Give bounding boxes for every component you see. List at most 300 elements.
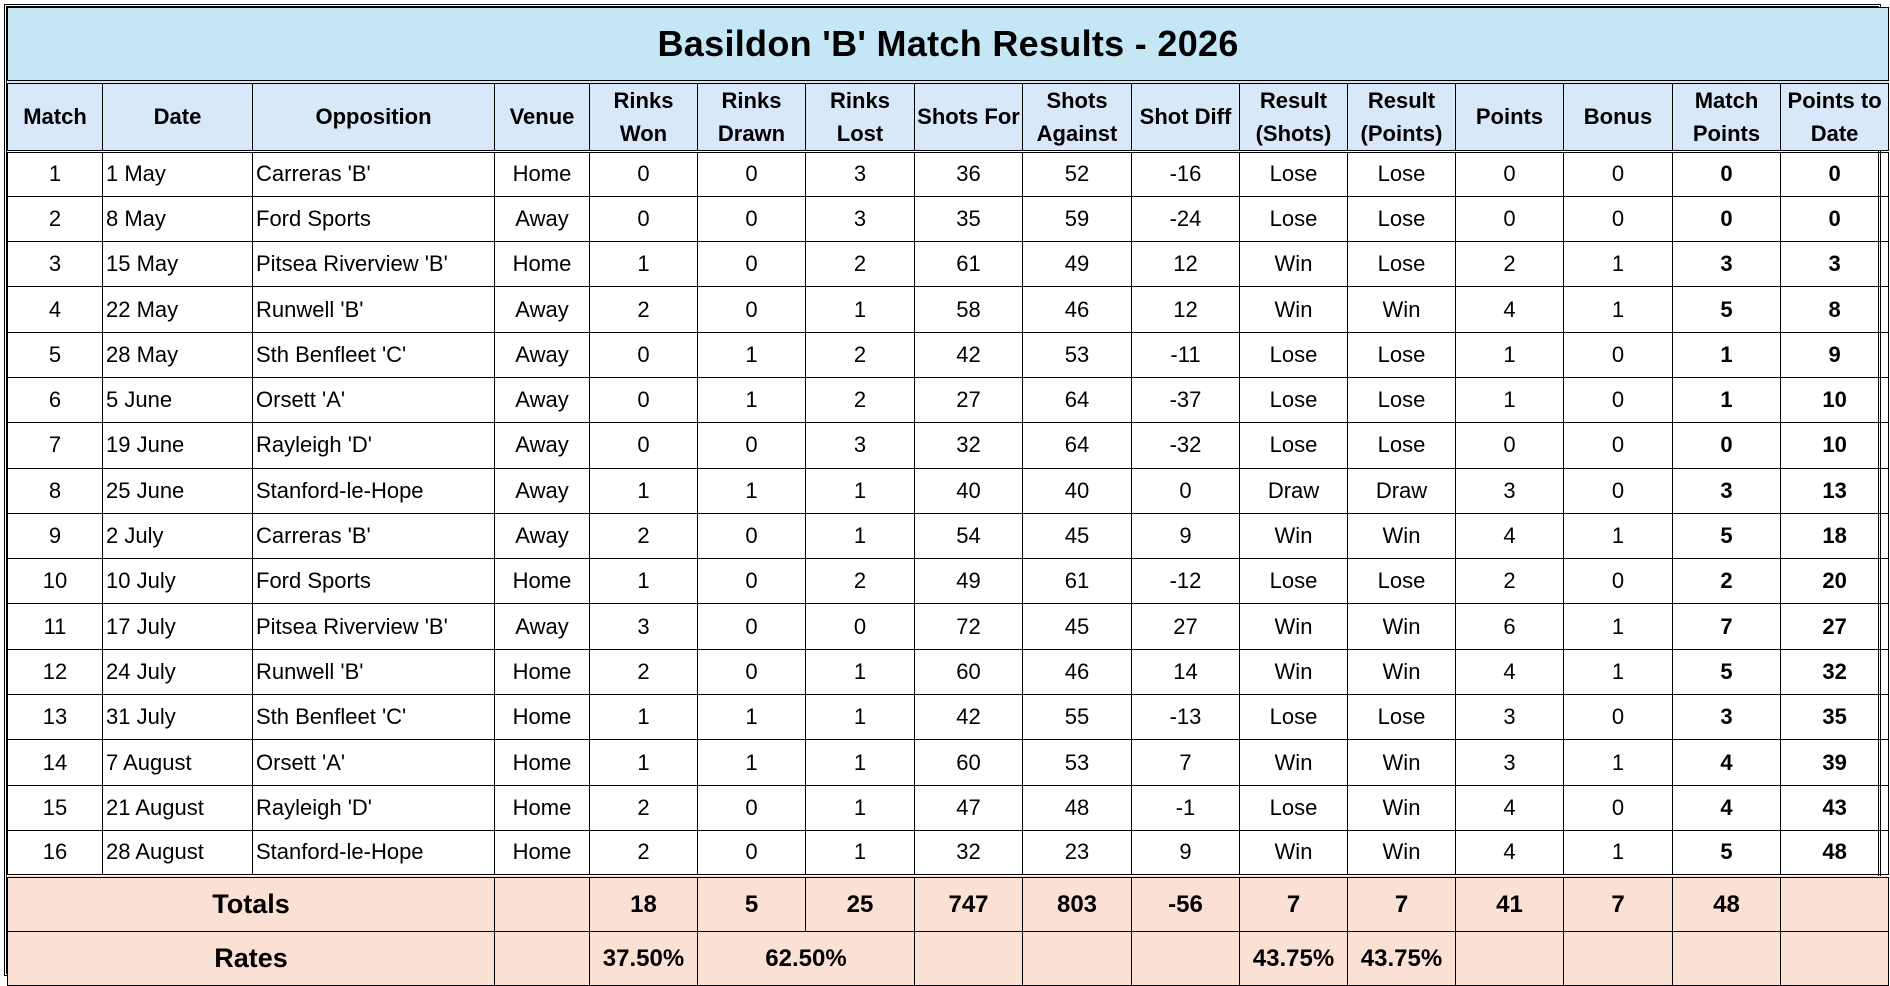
table-row <box>8 513 1889 558</box>
table-row <box>8 830 1889 875</box>
cell-match-points: 1 <box>1673 332 1781 377</box>
cell-bonus: 0 <box>1564 559 1673 604</box>
cell-rinks-drawn: 0 <box>698 785 806 830</box>
cell-match-points: 3 <box>1673 695 1781 740</box>
cell-opposition: Orsett 'A' <box>253 740 495 785</box>
table-row <box>8 740 1889 785</box>
cell-result-points: Lose <box>1348 559 1456 604</box>
header-match-points-line2: Points <box>1692 120 1761 146</box>
cell-date: 21 August <box>103 785 253 830</box>
cell-date: 10 July <box>103 559 253 604</box>
cell-points-to-date: 10 <box>1781 377 1889 422</box>
cell-result-points: Win <box>1348 785 1456 830</box>
cell-rinks-lost: 1 <box>806 785 915 830</box>
cell-points-to-date: 35 <box>1781 695 1889 740</box>
cell-points: 2 <box>1456 242 1564 287</box>
cell-match: 2 <box>8 196 103 241</box>
cell-shots-against: 45 <box>1023 604 1132 649</box>
cell-date: 5 June <box>103 377 253 422</box>
cell-match-points: 1 <box>1673 377 1781 422</box>
cell-rinks-lost: 1 <box>806 287 915 332</box>
cell-shots-for: 61 <box>915 242 1023 287</box>
cell-venue: Away <box>495 468 590 513</box>
header-rinks-won <box>590 82 698 152</box>
cell-venue: Away <box>495 377 590 422</box>
header-rinks-won-line1: Rinks <box>613 87 674 113</box>
cell-rinks-lost: 1 <box>806 468 915 513</box>
cell-result-points: Lose <box>1348 695 1456 740</box>
cell-shots-for: 36 <box>915 151 1023 196</box>
cell-rinks-won: 1 <box>590 740 698 785</box>
table-row <box>8 196 1889 241</box>
rates-venue-empty <box>495 932 590 986</box>
header-points-to-date-line1: Points to <box>1787 87 1882 113</box>
cell-result-shots: Lose <box>1240 196 1348 241</box>
cell-points-to-date: 27 <box>1781 604 1889 649</box>
cell-shots-for: 32 <box>915 423 1023 468</box>
cell-venue: Home <box>495 559 590 604</box>
cell-shots-against: 59 <box>1023 196 1132 241</box>
cell-rinks-drawn: 1 <box>698 332 806 377</box>
cell-rinks-won: 2 <box>590 513 698 558</box>
cell-match: 12 <box>8 649 103 694</box>
cell-venue: Home <box>495 830 590 875</box>
cell-result-shots: Lose <box>1240 785 1348 830</box>
cell-bonus: 1 <box>1564 830 1673 875</box>
cell-opposition: Orsett 'A' <box>253 377 495 422</box>
cell-match-points: 3 <box>1673 242 1781 287</box>
header-rinks-drawn-line2: Drawn <box>717 120 786 146</box>
cell-shot-diff: -13 <box>1132 695 1240 740</box>
header-opposition: Opposition <box>253 82 495 152</box>
cell-rinks-lost: 1 <box>806 513 915 558</box>
cell-points: 6 <box>1456 604 1564 649</box>
cell-date: 28 August <box>103 830 253 875</box>
cell-shots-against: 61 <box>1023 559 1132 604</box>
cell-date: 7 August <box>103 740 253 785</box>
cell-points-to-date: 39 <box>1781 740 1889 785</box>
cell-rinks-drawn: 0 <box>698 649 806 694</box>
header-bonus: Bonus <box>1564 82 1673 152</box>
cell-rinks-lost: 3 <box>806 423 915 468</box>
rates-points-empty <box>1456 932 1564 986</box>
cell-bonus: 0 <box>1564 785 1673 830</box>
cell-rinks-drawn: 1 <box>698 468 806 513</box>
cell-opposition: Carreras 'B' <box>253 513 495 558</box>
cell-rinks-lost: 2 <box>806 242 915 287</box>
cell-shots-against: 53 <box>1023 740 1132 785</box>
cell-bonus: 1 <box>1564 242 1673 287</box>
cell-shots-for: 35 <box>915 196 1023 241</box>
cell-opposition: Carreras 'B' <box>253 151 495 196</box>
cell-date: 19 June <box>103 423 253 468</box>
cell-venue: Home <box>495 785 590 830</box>
cell-points-to-date: 13 <box>1781 468 1889 513</box>
cell-result-shots: Lose <box>1240 423 1348 468</box>
cell-shot-diff: 14 <box>1132 649 1240 694</box>
cell-result-shots: Win <box>1240 604 1348 649</box>
cell-shots-for: 27 <box>915 377 1023 422</box>
cell-result-shots: Lose <box>1240 151 1348 196</box>
cell-rinks-drawn: 0 <box>698 513 806 558</box>
cell-match: 13 <box>8 695 103 740</box>
cell-rinks-lost: 2 <box>806 559 915 604</box>
cell-points-to-date: 0 <box>1781 196 1889 241</box>
header-shots-against-line1: Shots <box>1046 87 1108 113</box>
cell-shot-diff: 12 <box>1132 242 1240 287</box>
cell-bonus: 0 <box>1564 151 1673 196</box>
cell-shots-for: 42 <box>915 332 1023 377</box>
cell-shots-for: 40 <box>915 468 1023 513</box>
cell-date: 22 May <box>103 287 253 332</box>
cell-opposition: Ford Sports <box>253 559 495 604</box>
cell-bonus: 1 <box>1564 287 1673 332</box>
header-rinks-drawn <box>698 82 806 152</box>
cell-date: 25 June <box>103 468 253 513</box>
header-result-shots-line1: Result <box>1259 87 1328 113</box>
cell-match: 11 <box>8 604 103 649</box>
cell-date: 28 May <box>103 332 253 377</box>
header-rinks-lost <box>806 82 915 152</box>
table-row <box>8 785 1889 830</box>
cell-points-to-date: 32 <box>1781 649 1889 694</box>
rates-match-points-empty <box>1673 932 1781 986</box>
cell-match: 10 <box>8 559 103 604</box>
cell-points-to-date: 43 <box>1781 785 1889 830</box>
cell-rinks-won: 0 <box>590 377 698 422</box>
cell-venue: Away <box>495 423 590 468</box>
rates-bonus-empty <box>1564 932 1673 986</box>
table-row <box>8 423 1889 468</box>
cell-opposition: Stanford-le-Hope <box>253 468 495 513</box>
cell-shots-for: 60 <box>915 649 1023 694</box>
cell-opposition: Pitsea Riverview 'B' <box>253 242 495 287</box>
header-venue: Venue <box>495 82 590 152</box>
header-match-points-line1: Match <box>1694 87 1759 113</box>
cell-shots-against: 64 <box>1023 377 1132 422</box>
header-shot-diff: Shot Diff <box>1132 82 1240 152</box>
cell-result-points: Draw <box>1348 468 1456 513</box>
cell-rinks-drawn: 1 <box>698 740 806 785</box>
cell-match-points: 4 <box>1673 785 1781 830</box>
cell-result-points: Win <box>1348 287 1456 332</box>
header-result-shots-line2: (Shots) <box>1255 120 1332 146</box>
header-result-points-line2: (Points) <box>1360 120 1443 146</box>
cell-rinks-lost: 2 <box>806 332 915 377</box>
table-title: Basildon 'B' Match Results - 2026 <box>8 8 1889 82</box>
cell-rinks-won: 2 <box>590 287 698 332</box>
cell-venue: Home <box>495 740 590 785</box>
cell-result-shots: Win <box>1240 830 1348 875</box>
table-row <box>8 559 1889 604</box>
cell-result-shots: Win <box>1240 513 1348 558</box>
cell-points: 4 <box>1456 513 1564 558</box>
header-shots-against <box>1023 82 1132 152</box>
header-rinks-won-line2: Won <box>619 120 668 146</box>
cell-venue: Away <box>495 196 590 241</box>
cell-result-shots: Win <box>1240 740 1348 785</box>
cell-shot-diff: 9 <box>1132 513 1240 558</box>
totals-bonus: 7 <box>1564 876 1673 932</box>
cell-shots-for: 47 <box>915 785 1023 830</box>
table-row <box>8 695 1889 740</box>
cell-result-points: Win <box>1348 649 1456 694</box>
cell-date: 17 July <box>103 604 253 649</box>
header-shots-for: Shots For <box>915 82 1023 152</box>
totals-rinks-drawn: 5 <box>698 876 806 932</box>
cell-rinks-lost: 2 <box>806 377 915 422</box>
cell-match: 6 <box>8 377 103 422</box>
header-rinks-lost-line2: Lost <box>836 120 884 146</box>
cell-match: 15 <box>8 785 103 830</box>
header-date: Date <box>103 82 253 152</box>
cell-result-points: Win <box>1348 740 1456 785</box>
cell-rinks-won: 2 <box>590 649 698 694</box>
cell-date: 24 July <box>103 649 253 694</box>
cell-match-points: 0 <box>1673 423 1781 468</box>
cell-match-points: 3 <box>1673 468 1781 513</box>
cell-result-points: Win <box>1348 604 1456 649</box>
cell-match-points: 4 <box>1673 740 1781 785</box>
table-row <box>8 242 1889 287</box>
cell-bonus: 0 <box>1564 695 1673 740</box>
cell-result-points: Lose <box>1348 332 1456 377</box>
cell-shots-against: 52 <box>1023 151 1132 196</box>
header-rinks-lost-line1: Rinks <box>830 87 890 113</box>
match-results-table <box>7 7 1889 986</box>
cell-bonus: 0 <box>1564 196 1673 241</box>
cell-rinks-drawn: 0 <box>698 604 806 649</box>
cell-match: 1 <box>8 151 103 196</box>
cell-points: 0 <box>1456 151 1564 196</box>
cell-points: 1 <box>1456 332 1564 377</box>
totals-points: 41 <box>1456 876 1564 932</box>
cell-result-shots: Lose <box>1240 332 1348 377</box>
totals-venue-empty <box>495 876 590 932</box>
cell-rinks-drawn: 0 <box>698 242 806 287</box>
cell-points-to-date: 9 <box>1781 332 1889 377</box>
cell-rinks-won: 1 <box>590 695 698 740</box>
rates-result-points: 43.75% <box>1348 932 1456 986</box>
cell-points: 1 <box>1456 377 1564 422</box>
cell-result-shots: Draw <box>1240 468 1348 513</box>
rates-label: Rates <box>8 932 495 986</box>
cell-rinks-lost: 1 <box>806 830 915 875</box>
cell-result-shots: Lose <box>1240 559 1348 604</box>
rates-shot-diff-empty <box>1132 932 1240 986</box>
header-rinks-drawn-line1: Rinks <box>721 87 782 113</box>
cell-rinks-won: 0 <box>590 332 698 377</box>
cell-match-points: 2 <box>1673 559 1781 604</box>
table-row <box>8 332 1889 377</box>
cell-date: 2 July <box>103 513 253 558</box>
rates-rinks-won: 37.50% <box>590 932 698 986</box>
totals-label: Totals <box>8 876 495 932</box>
cell-shot-diff: -37 <box>1132 377 1240 422</box>
cell-venue: Away <box>495 604 590 649</box>
cell-opposition: Sth Benfleet 'C' <box>253 332 495 377</box>
cell-shots-against: 23 <box>1023 830 1132 875</box>
cell-rinks-drawn: 1 <box>698 695 806 740</box>
cell-match-points: 5 <box>1673 287 1781 332</box>
cell-shots-against: 49 <box>1023 242 1132 287</box>
cell-opposition: Sth Benfleet 'C' <box>253 695 495 740</box>
cell-match: 14 <box>8 740 103 785</box>
cell-date: 15 May <box>103 242 253 287</box>
table-row <box>8 649 1889 694</box>
cell-shots-against: 46 <box>1023 649 1132 694</box>
header-match-points <box>1673 82 1781 152</box>
cell-result-shots: Win <box>1240 649 1348 694</box>
cell-shots-against: 46 <box>1023 287 1132 332</box>
cell-shot-diff: 27 <box>1132 604 1240 649</box>
cell-shot-diff: -32 <box>1132 423 1240 468</box>
header-points-to-date <box>1781 82 1889 152</box>
totals-shot-diff: -56 <box>1132 876 1240 932</box>
cell-shot-diff: 9 <box>1132 830 1240 875</box>
rates-points-to-date-empty <box>1781 932 1889 986</box>
cell-venue: Home <box>495 695 590 740</box>
table-row <box>8 604 1889 649</box>
cell-shots-for: 60 <box>915 740 1023 785</box>
rates-shots-for-empty <box>915 932 1023 986</box>
cell-opposition: Runwell 'B' <box>253 649 495 694</box>
totals-shots-against: 803 <box>1023 876 1132 932</box>
table-row <box>8 151 1889 196</box>
cell-result-shots: Lose <box>1240 377 1348 422</box>
cell-rinks-drawn: 0 <box>698 151 806 196</box>
cell-date: 1 May <box>103 151 253 196</box>
cell-bonus: 1 <box>1564 513 1673 558</box>
cell-rinks-drawn: 0 <box>698 287 806 332</box>
header-points: Points <box>1456 82 1564 152</box>
cell-rinks-lost: 0 <box>806 604 915 649</box>
cell-result-shots: Win <box>1240 287 1348 332</box>
cell-shots-against: 40 <box>1023 468 1132 513</box>
cell-opposition: Rayleigh 'D' <box>253 785 495 830</box>
totals-row <box>8 876 1889 932</box>
cell-rinks-won: 0 <box>590 151 698 196</box>
cell-bonus: 1 <box>1564 604 1673 649</box>
cell-opposition: Runwell 'B' <box>253 287 495 332</box>
cell-rinks-drawn: 1 <box>698 377 806 422</box>
table-row <box>8 287 1889 332</box>
cell-shot-diff: 0 <box>1132 468 1240 513</box>
cell-match: 9 <box>8 513 103 558</box>
cell-rinks-lost: 1 <box>806 740 915 785</box>
header-shots-against-line2: Against <box>1036 120 1118 146</box>
cell-points: 3 <box>1456 740 1564 785</box>
cell-shot-diff: -11 <box>1132 332 1240 377</box>
header-result-points-line1: Result <box>1367 87 1436 113</box>
totals-shots-for: 747 <box>915 876 1023 932</box>
cell-points: 0 <box>1456 423 1564 468</box>
cell-result-shots: Lose <box>1240 695 1348 740</box>
cell-venue: Home <box>495 151 590 196</box>
cell-rinks-drawn: 0 <box>698 559 806 604</box>
rates-shots-against-empty <box>1023 932 1132 986</box>
cell-match-points: 5 <box>1673 830 1781 875</box>
cell-match-points: 5 <box>1673 649 1781 694</box>
cell-result-points: Lose <box>1348 423 1456 468</box>
totals-rinks-won: 18 <box>590 876 698 932</box>
results-sheet <box>4 4 1881 976</box>
cell-venue: Away <box>495 332 590 377</box>
cell-points-to-date: 18 <box>1781 513 1889 558</box>
cell-venue: Home <box>495 242 590 287</box>
cell-match: 5 <box>8 332 103 377</box>
cell-rinks-won: 3 <box>590 604 698 649</box>
cell-date: 31 July <box>103 695 253 740</box>
cell-points-to-date: 48 <box>1781 830 1889 875</box>
cell-points-to-date: 20 <box>1781 559 1889 604</box>
cell-venue: Away <box>495 513 590 558</box>
cell-match: 8 <box>8 468 103 513</box>
cell-points-to-date: 10 <box>1781 423 1889 468</box>
cell-rinks-won: 0 <box>590 196 698 241</box>
header-result-shots <box>1240 82 1348 152</box>
cell-result-points: Lose <box>1348 242 1456 287</box>
table-row <box>8 468 1889 513</box>
results-body <box>8 151 1889 876</box>
cell-match: 3 <box>8 242 103 287</box>
cell-result-shots: Win <box>1240 242 1348 287</box>
cell-shot-diff: -24 <box>1132 196 1240 241</box>
rates-row <box>8 932 1889 986</box>
cell-bonus: 0 <box>1564 332 1673 377</box>
totals-result-points: 7 <box>1348 876 1456 932</box>
cell-shot-diff: 12 <box>1132 287 1240 332</box>
cell-venue: Home <box>495 649 590 694</box>
header-points-to-date-line2: Date <box>1810 120 1859 146</box>
cell-opposition: Pitsea Riverview 'B' <box>253 604 495 649</box>
cell-shots-for: 32 <box>915 830 1023 875</box>
cell-opposition: Stanford-le-Hope <box>253 830 495 875</box>
cell-points: 4 <box>1456 649 1564 694</box>
cell-match-points: 5 <box>1673 513 1781 558</box>
cell-rinks-won: 1 <box>590 559 698 604</box>
cell-venue: Away <box>495 287 590 332</box>
cell-match-points: 7 <box>1673 604 1781 649</box>
cell-result-points: Lose <box>1348 377 1456 422</box>
totals-points-to-date-empty <box>1781 876 1889 932</box>
cell-shot-diff: -16 <box>1132 151 1240 196</box>
cell-points-to-date: 8 <box>1781 287 1889 332</box>
cell-rinks-won: 1 <box>590 242 698 287</box>
cell-shot-diff: 7 <box>1132 740 1240 785</box>
cell-shots-against: 45 <box>1023 513 1132 558</box>
cell-points: 3 <box>1456 468 1564 513</box>
cell-shot-diff: -1 <box>1132 785 1240 830</box>
rates-result-shots: 43.75% <box>1240 932 1348 986</box>
cell-rinks-drawn: 0 <box>698 830 806 875</box>
cell-shot-diff: -12 <box>1132 559 1240 604</box>
cell-points-to-date: 0 <box>1781 151 1889 196</box>
cell-points: 4 <box>1456 287 1564 332</box>
cell-bonus: 0 <box>1564 423 1673 468</box>
cell-opposition: Ford Sports <box>253 196 495 241</box>
cell-match: 7 <box>8 423 103 468</box>
cell-points: 0 <box>1456 196 1564 241</box>
header-result-points <box>1348 82 1456 152</box>
cell-rinks-lost: 3 <box>806 196 915 241</box>
cell-result-points: Win <box>1348 513 1456 558</box>
cell-shots-against: 53 <box>1023 332 1132 377</box>
totals-result-shots: 7 <box>1240 876 1348 932</box>
totals-match-points: 48 <box>1673 876 1781 932</box>
cell-rinks-won: 2 <box>590 830 698 875</box>
cell-rinks-lost: 1 <box>806 649 915 694</box>
